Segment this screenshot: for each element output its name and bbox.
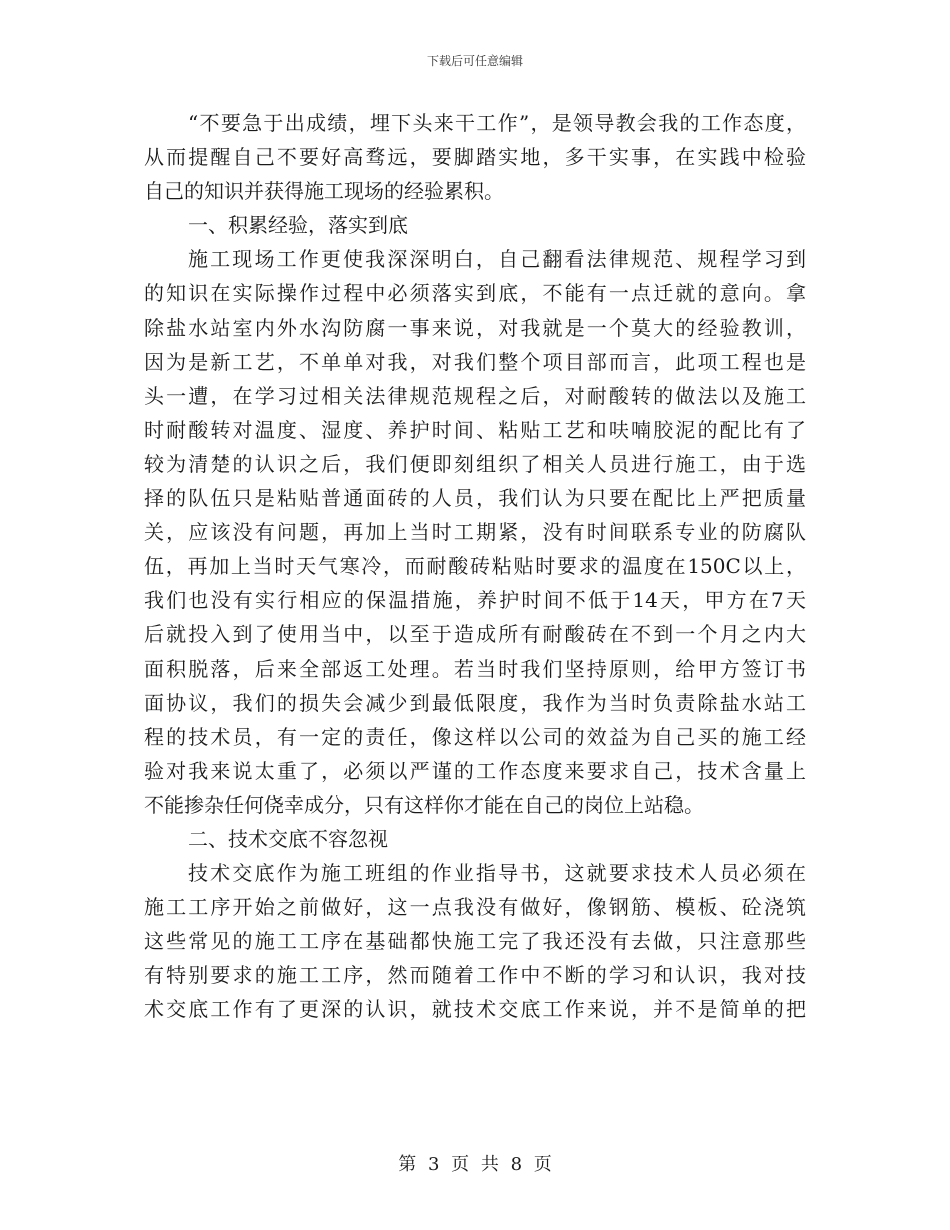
text-line: 施工工序开始之前做好，这一点我没有做好，像钢筋、模板、砼浇筑 [144,895,806,920]
section-heading [144,822,806,856]
text-line: 从而提醒自己不要好高骛远，要脚踏实地，多干实事，在实践中检验 [144,145,806,170]
section-heading [144,208,806,242]
text-line: 面协议，我们的损失会减少到最低限度，我作为当时负责除盐水站工 [144,690,806,715]
paragraph [144,242,806,822]
paragraph [144,856,806,1026]
text-line: 技术交底作为施工班组的作业指导书，这就要求技术人员必须在 [188,861,806,886]
paragraph [144,106,806,208]
text-line: 自己的知识并获得施工现场的经验累积。 [144,179,504,204]
text-line: 除盐水站室内外水沟防腐一事来说，对我就是一个莫大的经验教训， [144,315,806,340]
text-line: 因为是新工艺，不单单对我，对我们整个项目部而言，此项工程也是 [144,349,806,374]
text-line: 验对我来说太重了，必须以严谨的工作态度来要求自己，技术含量上 [144,758,806,783]
text-line: 面积脱落，后来全部返工处理。若当时我们坚持原则，给甲方签订书 [144,656,806,681]
text-line: 二、技术交底不容忽视 [188,826,388,851]
text-line: 程的技术员，有一定的责任，像这样以公司的效益为自己买的施工经 [144,724,806,749]
text-line: 的知识在实际操作过程中必须落实到底，不能有一点迁就的意向。拿 [144,281,806,306]
text-line: 后就投入到了使用当中，以至于造成所有耐酸砖在不到一个月之内大 [144,622,806,647]
text-line: 时耐酸转对温度、湿度、养护时间、粘贴工艺和呋喃胶泥的配比有了 [144,417,806,442]
page-footer: 第 3 页 共 8 页 [398,1154,552,1175]
text-line: “不要急于出成绩，埋下头来干工作”，是领导教会我的工作态度， [188,111,806,135]
text-line: 术交底工作有了更深的认识，就技术交底工作来说，并不是简单的把 [144,997,806,1022]
text-line: 不能掺杂任何侥幸成分，只有这样你才能在自己的岗位上站稳。 [144,792,704,817]
text-line: 我们也没有实行相应的保温措施，养护时间不低于14天，甲方在7天 [144,588,806,613]
text-line: 施工现场工作更使我深深明白，自己翻看法律规范、规程学习到 [188,247,806,272]
text-line: 一、积累经验，落实到底 [188,213,408,238]
text-line: 伍，再加上当时天气寒冷，而耐酸砖粘贴时要求的温度在150C以上， [144,554,806,579]
page-header: 下载后可任意编辑 [426,54,523,68]
document-body [144,106,806,1027]
text-line: 有特别要求的施工工序，然而随着工作中不断的学习和认识，我对技 [144,963,806,988]
text-line: 较为清楚的认识之后，我们便即刻组织了相关人员进行施工，由于选 [144,451,806,476]
text-line: 择的队伍只是粘贴普通面砖的人员，我们认为只要在配比上严把质量 [144,486,806,511]
text-line: 这些常见的施工工序在基础都快施工完了我还没有去做，只注意那些 [144,929,806,954]
text-line: 头一遭，在学习过相关法律规范规程之后，对耐酸转的做法以及施工 [144,383,806,408]
text-line: 关，应该没有问题，再加上当时工期紧，没有时间联系专业的防腐队 [144,520,806,545]
